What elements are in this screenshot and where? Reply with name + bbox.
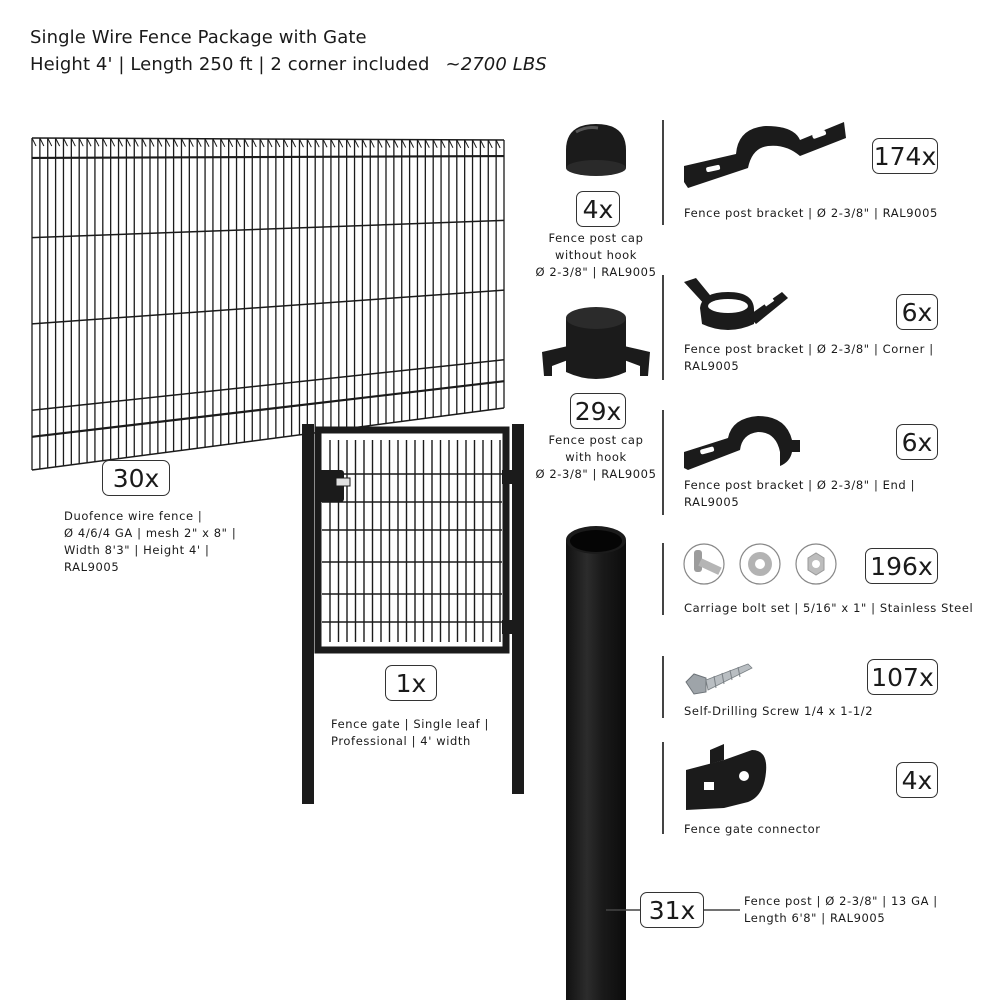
cap-no-hook-caption: Fence post cap without hook Ø 2-3/8" | RAL9005 <box>535 231 657 279</box>
cap-no-hook-qty-badge: 4x <box>576 191 620 227</box>
corner-bracket-caption: Fence post bracket | Ø 2-3/8" | Corner | RAL9005 <box>684 342 934 373</box>
end-bracket-caption: Fence post bracket | Ø 2-3/8" | End | RAL9005 <box>684 478 916 509</box>
gate-qty-badge: 1x <box>385 665 437 701</box>
end-bracket-qty-badge: 6x <box>896 424 938 460</box>
bracket-caption: Fence post bracket | Ø 2-3/8" | RAL9005 <box>684 206 938 220</box>
bolt-set-qty-badge: 196x <box>865 548 938 584</box>
screw-qty-badge: 107x <box>867 659 938 695</box>
gate-connector-caption: Fence gate connector <box>684 822 821 836</box>
title-line-1: Single Wire Fence Package with Gate <box>30 27 367 48</box>
bolt-set-caption: Carriage bolt set | 5/16" x 1" | Stainless Steel <box>684 601 974 615</box>
fence-panel-qty-badge: 30x <box>102 460 170 496</box>
bracket-qty-badge: 174x <box>872 138 938 174</box>
corner-bracket-qty-badge: 6x <box>896 294 938 330</box>
gate-connector-qty-badge: 4x <box>896 762 938 798</box>
post-caption: Fence post | Ø 2-3/8" | 13 GA | Length 6'8" | RAL9005 <box>744 894 938 925</box>
screw-caption: Self-Drilling Screw 1/4 x 1-1/2 <box>684 704 874 718</box>
title-weight: ~2700 LBS <box>445 54 547 75</box>
cap-hook-caption: Fence post cap with hook Ø 2-3/8" | RAL9005 <box>535 433 657 481</box>
gate-caption: Fence gate | Single leaf | Professional | 4' width <box>331 717 490 748</box>
fence-panel-caption: Duofence wire fence | Ø 4/6/4 GA | mesh 2" x 8" | Width 8'3" | Height 4' | RAL9005 <box>64 509 237 574</box>
post-qty-badge: 31x <box>640 892 704 928</box>
title-specs: Height 4' | Length 250 ft | 2 corner included <box>30 54 430 75</box>
cap-hook-qty-badge: 29x <box>570 393 626 429</box>
